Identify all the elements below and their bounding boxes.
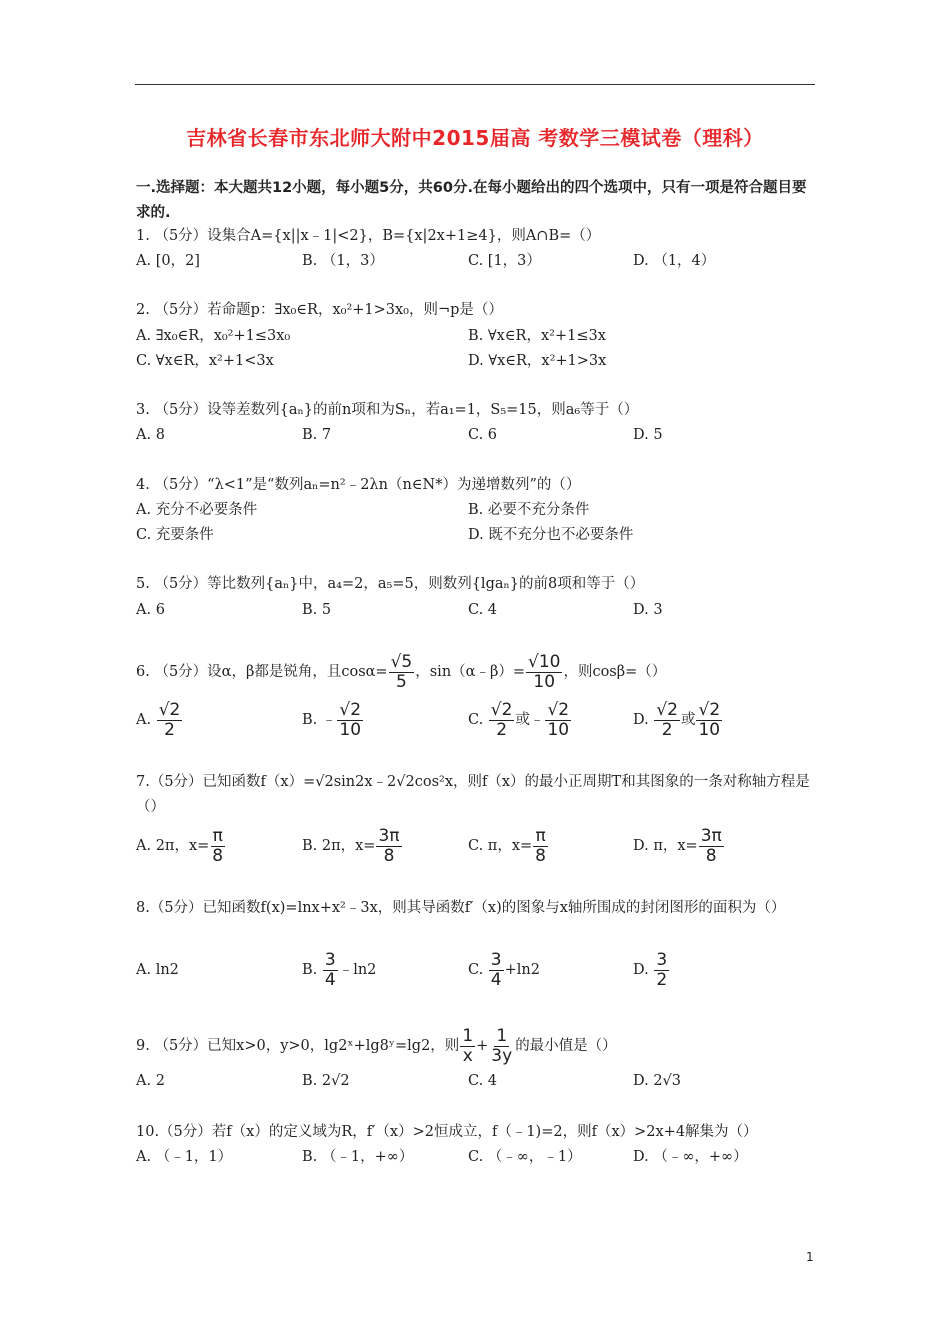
option-c: C. （﹣∞，﹣1） <box>468 1149 582 1165</box>
question-8-stem: 8.（5分）已知函数f(x)=lnx+x²﹣3x，则其导函数f′（x)的图象与x轴所围成的封闭图形的面积为（） <box>136 900 786 916</box>
fraction <box>696 701 722 740</box>
option-c: C. ∀x∈R，x²+1<3x <box>136 353 274 369</box>
denominator: 10 <box>547 719 570 740</box>
section-heading: 一.选择题：本大题共12小题，每小题5分，共60分.在每小题给出的四个选项中，只有一项是符合题目要求的. <box>136 180 807 221</box>
option-c <box>468 698 572 742</box>
question-9-options <box>136 1069 826 1094</box>
option-text: +ln2 <box>504 962 540 978</box>
option-d: D. 3 <box>633 602 663 618</box>
fraction <box>210 827 225 866</box>
option-c <box>468 948 540 992</box>
page-title: 吉林省长春市东北师大附中2015届高 考数学三模试卷（理科） <box>186 126 764 150</box>
option-d: D. 2√3 <box>633 1073 682 1089</box>
denominator: 8 <box>212 845 224 866</box>
fraction <box>489 701 515 740</box>
question-7-options <box>136 825 826 866</box>
numerator: √2 <box>698 699 721 720</box>
option-c: C. 4 <box>468 1073 498 1089</box>
question-2-options-row2 <box>136 349 826 374</box>
question-9-stem <box>136 1024 816 1068</box>
denominator: 10 <box>533 671 556 692</box>
option-a: A. [0，2] <box>136 253 200 269</box>
question-5-options <box>136 598 826 623</box>
option-c: C. 4 <box>468 602 498 618</box>
or-word: 或﹣ <box>515 712 545 728</box>
option-d: D. （1，4） <box>633 253 716 269</box>
denominator: 10 <box>339 719 362 740</box>
fraction <box>654 951 669 990</box>
numerator: 3π <box>378 825 400 846</box>
fraction <box>654 701 680 740</box>
question-7-stem: 7.（5分）已知函数f（x）=√2sin2x﹣2√2cos²x，则f（x）的最小正周期T和其图象的一条对称轴方程是（） <box>136 774 810 815</box>
stem-text: 的最小值是（） <box>515 1038 617 1054</box>
option-label: B. <box>302 962 318 978</box>
question-5-stem: 5. （5分）等比数列{aₙ}中，a₄=2，a₅=5，则数列{lgaₙ}的前8项和等于（） <box>136 576 645 592</box>
numerator: √5 <box>390 651 413 672</box>
denominator: 8 <box>383 845 395 866</box>
question-4-stem: 4. （5分）“λ<1”是“数列aₙ=n²﹣2λn（n∈N*）为递增数列”的（） <box>136 477 581 493</box>
question-4-options-row2 <box>136 523 826 548</box>
denominator: 8 <box>535 845 546 866</box>
numerator: π <box>535 825 546 846</box>
numerator: √2 <box>339 699 362 720</box>
or-word: 或 <box>680 712 696 728</box>
stem-text: 6. （5分）设α，β都是锐角，且cosα= <box>136 664 388 680</box>
page-number: 1 <box>806 1250 814 1264</box>
option-a: A. 充分不必要条件 <box>136 502 258 518</box>
question-3-options <box>136 423 826 448</box>
fraction <box>489 951 504 990</box>
numerator: π <box>212 825 223 846</box>
option-text: ﹣ln2 <box>338 962 377 978</box>
fraction <box>323 951 338 990</box>
plus-sign: + <box>476 1038 489 1054</box>
option-label: C. <box>468 712 484 728</box>
denominator: 3y <box>491 1045 513 1066</box>
question-1-stem: 1. （5分）设集合A={x||x﹣1|<2}，B={x|2x+1≥4}，则A∩B=（） <box>136 228 601 244</box>
numerator: √10 <box>527 651 561 672</box>
denominator: 2 <box>656 969 668 990</box>
option-label: D. <box>633 712 649 728</box>
option-b: B. （1，3） <box>302 253 384 269</box>
denominator: 2 <box>164 719 175 740</box>
option-label: C. <box>468 962 484 978</box>
numerator: 3 <box>656 949 668 970</box>
option-a: A. ∃x₀∈R，x₀²+1≤3x₀ <box>136 328 291 344</box>
denominator: 10 <box>698 719 721 740</box>
option-b: B. 必要不充分条件 <box>468 502 590 518</box>
option-d: D. 5 <box>633 427 663 443</box>
option-d: D. （﹣∞，+∞） <box>633 1149 748 1165</box>
denominator: 8 <box>705 845 717 866</box>
option-a: A. 8 <box>136 427 165 443</box>
question-10-stem: 10.（5分）若f（x）的定义域为R，f′（x）>2恒成立，f（﹣1)=2，则f（x）>2x+4解集为（） <box>136 1124 758 1140</box>
denominator: x <box>462 1045 473 1066</box>
denominator: 4 <box>490 969 502 990</box>
denominator: 5 <box>395 671 407 692</box>
option-a: A. 2 <box>136 1073 165 1089</box>
option-b: B. 7 <box>302 427 332 443</box>
option-d: D. 既不充分也不必要条件 <box>468 527 634 543</box>
option-d <box>633 824 725 868</box>
denominator: 2 <box>496 719 508 740</box>
numerator: √2 <box>158 699 181 720</box>
option-d: D. ∀x∈R，x²+1>3x <box>468 353 607 369</box>
question-2-stem: 2. （5分）若命题p：∃x₀∈R，x₀²+1>3x₀，则¬p是（） <box>136 302 503 318</box>
fraction <box>337 701 363 740</box>
denominator: 4 <box>324 969 336 990</box>
option-label: B. 2π，x= <box>302 838 376 854</box>
question-8-options <box>136 949 826 990</box>
option-label: D. π，x= <box>633 838 698 854</box>
option-a: A. （﹣1，1） <box>136 1149 233 1165</box>
numerator: 1 <box>496 1025 508 1046</box>
option-c <box>468 824 549 868</box>
option-a: A. 6 <box>136 602 165 618</box>
numerator: √2 <box>656 699 678 720</box>
fraction <box>376 827 401 866</box>
question-10-options <box>136 1145 826 1170</box>
option-a <box>136 698 183 742</box>
numerator: √2 <box>490 699 513 720</box>
option-label: B. ﹣ <box>302 712 337 728</box>
option-d <box>633 948 670 992</box>
denominator: 2 <box>661 719 673 740</box>
option-c: C. 6 <box>468 427 498 443</box>
fraction <box>460 1027 475 1066</box>
question-4-options-row1 <box>136 498 826 523</box>
option-b: B. 2√2 <box>302 1073 350 1089</box>
option-a: A. ln2 <box>136 962 179 978</box>
fraction <box>533 827 548 866</box>
option-b: B. ∀x∈R，x²+1≤3x <box>468 328 606 344</box>
fraction <box>699 827 724 866</box>
numerator: 3π <box>700 825 722 846</box>
stem-text: ，sin（α﹣β）= <box>415 664 525 680</box>
fraction <box>389 653 415 692</box>
option-b: B. 5 <box>302 602 332 618</box>
option-c: C. 充要条件 <box>136 527 214 543</box>
option-c: C. [1，3） <box>468 253 541 269</box>
option-b <box>302 948 376 992</box>
fraction <box>157 701 183 740</box>
stem-text: ，则cosβ=（） <box>563 664 667 680</box>
header-rule <box>135 84 815 85</box>
fraction <box>545 701 571 740</box>
option-label: D. <box>633 962 649 978</box>
numerator: 1 <box>462 1025 474 1046</box>
option-b <box>302 824 403 868</box>
numerator: 3 <box>324 949 336 970</box>
numerator: √2 <box>547 699 570 720</box>
fraction <box>526 653 562 692</box>
option-b <box>302 698 364 742</box>
option-label: C. π，x= <box>468 838 533 854</box>
question-6-options <box>136 699 826 740</box>
stem-text: 9. （5分）已知x>0，y>0，lg2ˣ+lg8ʸ=lg2，则 <box>136 1038 460 1054</box>
option-b: B. （﹣1，+∞） <box>302 1149 414 1165</box>
option-label: A. 2π，x= <box>136 838 210 854</box>
question-1-options <box>136 249 826 274</box>
option-d <box>633 698 723 742</box>
numerator: 3 <box>490 949 502 970</box>
question-3-stem: 3. （5分）设等差数列{aₙ}的前n项和为Sₙ，若a₁=1，S₅=15，则a₆等于（） <box>136 402 639 418</box>
option-a <box>136 824 226 868</box>
option-label: A. <box>136 712 152 728</box>
question-6-stem <box>136 650 816 694</box>
question-2-options-row1 <box>136 324 826 349</box>
fraction <box>489 1027 514 1066</box>
